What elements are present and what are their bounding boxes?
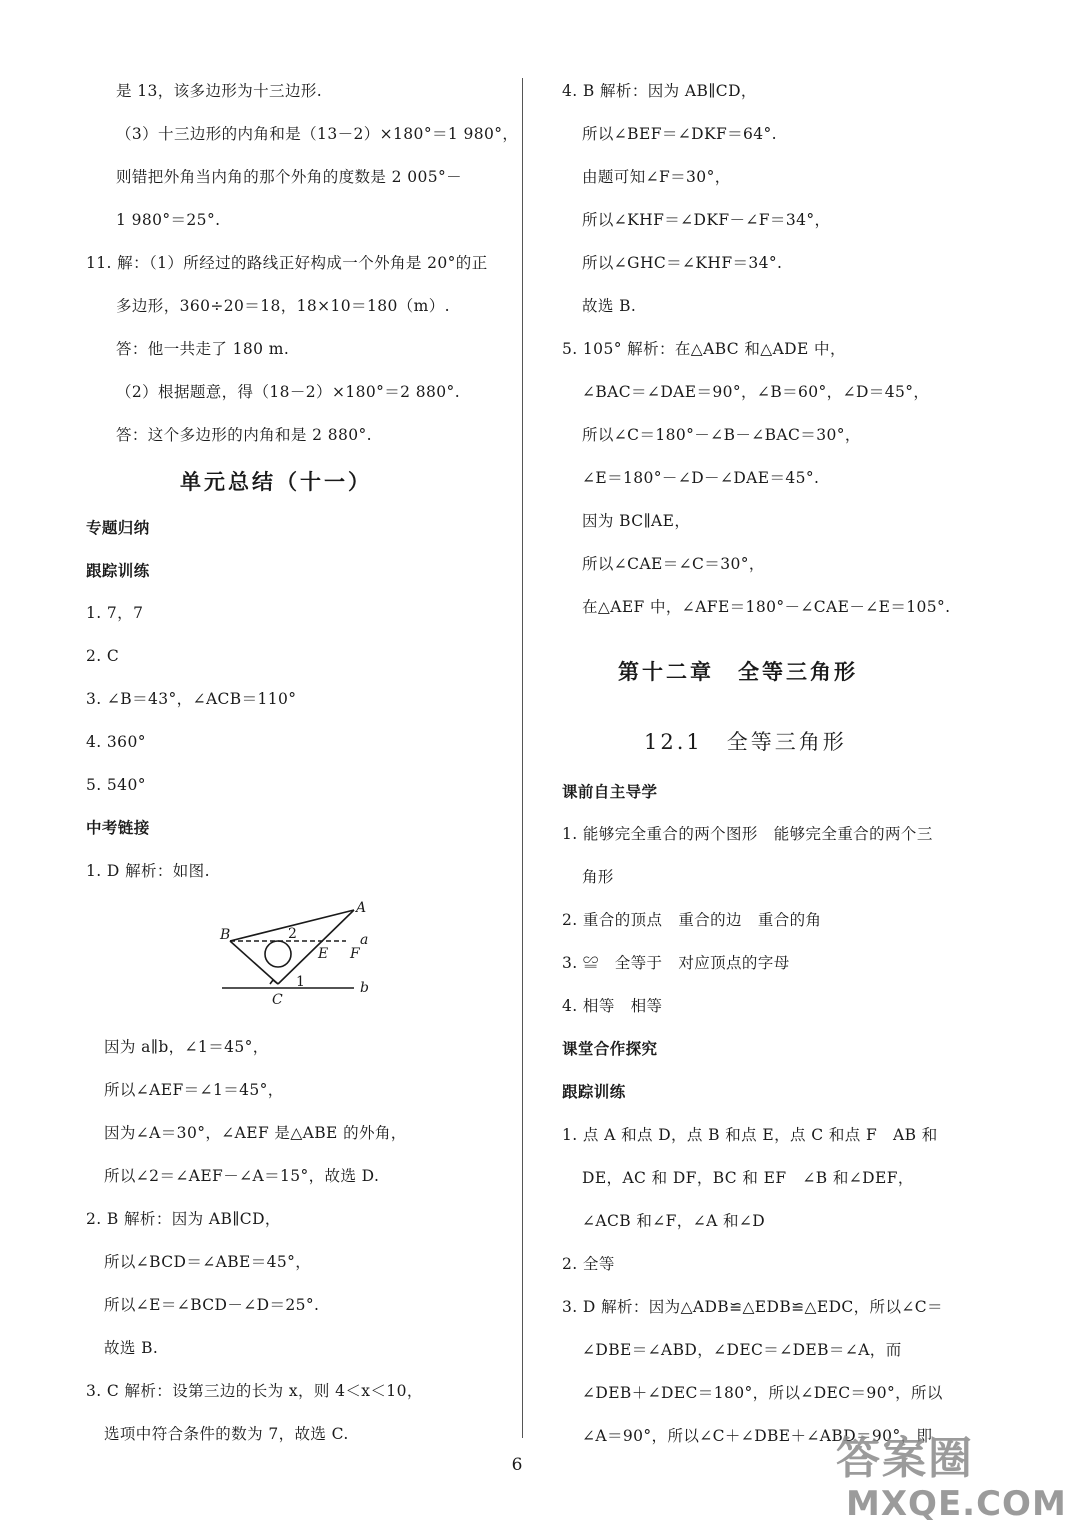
text-line: 所以∠2＝∠AEF－∠A＝15°，故选 D. <box>104 1167 380 1185</box>
text-line: 所以∠AEF＝∠1＝45°， <box>104 1081 284 1099</box>
text-line: ∠A＝90°，所以∠C＋∠DBE＋∠ABD＝90°，即 <box>582 1427 933 1445</box>
text-line: 1. 7，7 <box>86 604 144 622</box>
label-A: A <box>356 900 367 916</box>
text-line: ∠DEB＋∠DEC＝180°，所以∠DEC＝90°，所以 <box>582 1384 943 1402</box>
text-line: 则错把外角当内角的那个外角的度数是 2 005°－ <box>116 168 463 186</box>
text-line: 3. ≌ 全等于 对应顶点的字母 <box>562 954 790 972</box>
watermark-logo <box>836 1422 1067 1532</box>
text-line: DE，AC 和 DF，BC 和 EF ∠B 和∠DEF， <box>582 1169 914 1187</box>
text-line: 因为∠A＝30°，∠AEF 是△ABE 的外角， <box>104 1124 407 1142</box>
text-line: 由题可知∠F＝30°， <box>582 168 731 186</box>
column-divider <box>522 78 523 1438</box>
text-line: 在△AEF 中，∠AFE＝180°－∠CAE－∠E＝105°. <box>582 598 951 616</box>
text-line: 选项中符合条件的数为 7，故选 C. <box>104 1425 349 1443</box>
text-line: 故选 B. <box>582 297 637 315</box>
circle-shape <box>265 941 291 967</box>
text-line: 1 980°＝25°. <box>116 211 221 229</box>
text-line: 3. D 解析：因为△ADB≌△EDB≌△EDC，所以∠C＝ <box>562 1298 943 1316</box>
label-C: C <box>272 992 283 1008</box>
segment-bc <box>230 941 278 984</box>
section-title: 12.1 全等三角形 <box>644 730 847 754</box>
text-line: 5. 105° 解析：在△ABC 和△ADE 中， <box>562 340 846 358</box>
text-line: ∠E＝180°－∠D－∠DAE＝45°. <box>582 469 820 487</box>
text-line: 2. C <box>86 647 120 665</box>
watermark-title: 答案圈 <box>836 1433 974 1484</box>
text-line: 答：他一共走了 180 m. <box>116 340 290 358</box>
text-line: 11. 解：（1）所经过的路线正好构成一个外角是 20°的正 <box>86 254 488 272</box>
label-b: b <box>360 980 369 996</box>
text-line: 1. 能够完全重合的两个图形 能够完全重合的两个三 <box>562 825 933 843</box>
text-line: 2. 全等 <box>562 1255 615 1273</box>
watermark-url: MXQE.COM <box>846 1484 1067 1524</box>
text-line: 1. D 解析：如图. <box>86 862 210 880</box>
label-2: 2 <box>288 926 297 942</box>
subheading: 中考链接 <box>86 818 150 837</box>
text-line: 3. ∠B＝43°，∠ACB＝110° <box>86 690 297 708</box>
subheading: 跟踪训练 <box>86 561 150 580</box>
text-line: ∠BAC＝∠DAE＝90°，∠B＝60°，∠D＝45°， <box>582 383 930 401</box>
section-title: 单元总结（十一） <box>180 469 372 494</box>
text-line: 所以∠BEF＝∠DKF＝64°. <box>582 125 777 143</box>
text-line: 因为 BC∥AE， <box>582 512 691 530</box>
chapter-title: 第十二章 全等三角形 <box>618 659 858 684</box>
text-line: 1. 点 A 和点 D，点 B 和点 E，点 C 和点 F AB 和 <box>562 1126 938 1144</box>
text-line: 2. 重合的顶点 重合的边 重合的角 <box>562 911 822 929</box>
text-line: ∠DBE＝∠ABD，∠DEC＝∠DEB＝∠A，而 <box>582 1341 902 1359</box>
label-a: a <box>360 932 369 948</box>
text-line: 多边形，360÷20＝18，18×10＝180（m）. <box>116 297 450 315</box>
label-1: 1 <box>296 974 305 990</box>
subheading: 课堂合作探究 <box>562 1039 658 1058</box>
text-line: 故选 B. <box>104 1339 159 1357</box>
text-line: 4. B 解析：因为 AB∥CD， <box>562 82 757 100</box>
text-line: 答：这个多边形的内角和是 2 880°. <box>116 426 372 444</box>
subheading: 跟踪训练 <box>562 1082 626 1101</box>
text-line: 2. B 解析：因为 AB∥CD， <box>86 1210 281 1228</box>
text-line: 所以∠E＝∠BCD－∠D＝25°. <box>104 1296 320 1314</box>
subheading: 课前自主导学 <box>562 782 658 801</box>
text-line: 所以∠GHC＝∠KHF＝34°. <box>582 254 783 272</box>
text-line: 所以∠CAE＝∠C＝30°， <box>582 555 765 573</box>
label-E: E <box>318 946 329 962</box>
text-line: （3）十三边形的内角和是（13－2）×180°＝1 980°， <box>116 125 519 143</box>
text-line: 3. C 解析：设第三边的长为 x，则 4＜x＜10， <box>86 1382 423 1400</box>
label-B: B <box>220 927 231 943</box>
text-line: 所以∠KHF＝∠DKF－∠F＝34°， <box>582 211 831 229</box>
text-line: 所以∠C＝180°－∠B－∠BAC＝30°， <box>582 426 861 444</box>
text-line: 4. 360° <box>86 733 146 751</box>
geometry-figure <box>218 898 378 1010</box>
text-line: 5. 540° <box>86 776 146 794</box>
text-line: 因为 a∥b，∠1＝45°， <box>104 1038 269 1056</box>
label-F: F <box>350 946 360 962</box>
text-line: 是 13，该多边形为十三边形. <box>116 82 323 100</box>
text-line: 所以∠BCD＝∠ABE＝45°， <box>104 1253 312 1271</box>
subheading: 专题归纳 <box>86 518 150 537</box>
text-line: 4. 相等 相等 <box>562 997 663 1015</box>
text-line: ∠ACB 和∠F，∠A 和∠D <box>582 1212 766 1230</box>
page-number: 6 <box>511 1455 523 1475</box>
text-line: 角形 <box>582 868 614 886</box>
text-line: （2）根据题意，得（18－2）×180°＝2 880°. <box>116 383 461 401</box>
